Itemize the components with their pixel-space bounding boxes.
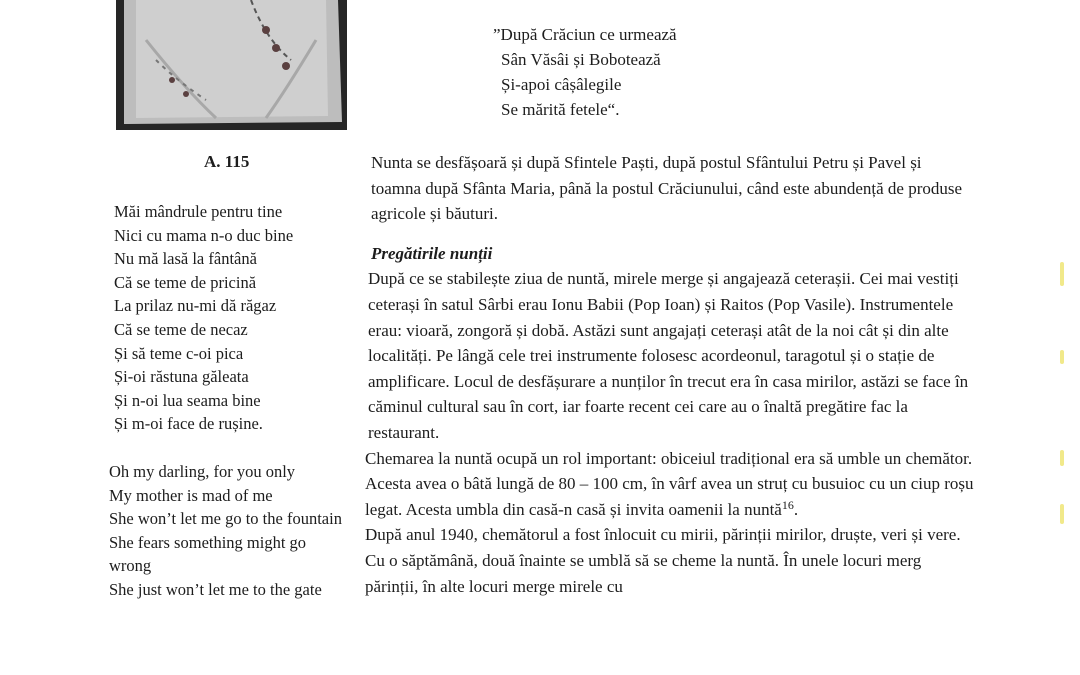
intro-paragraph: Nunta se desfășoară și după Sfintele Paști, după postul Sfântului Petru și Pavel și toamna după Sfânta Maria, până la postul Crăciunului, când este abundență de produse agricole și băuturi. [371,153,963,224]
poem-line: Nici cu mama n-o duc bine [114,225,294,245]
poem-line: Nu mă lasă la fântână [114,249,257,269]
poem-line: Și m-oi face de rușine. [114,414,263,434]
poem-line: My mother is mad of me [109,485,273,505]
poem-line: Oh my darling, for you only [109,462,296,481]
embroidered-garment-photo [116,0,347,130]
poem-line: Și să teme c-oi pica [114,343,244,363]
highlight-mark [1060,450,1064,466]
poem-romanian [114,200,354,436]
highlight-mark [1060,504,1064,524]
poem-line: La prilaz nu-mi dă răgaz [114,296,277,316]
paragraph: După anul 1940, chemătorul a fost înlocuit cu mirii, părinții mirilor, druște, veri și vere. Cu o săptămână, două înainte se umblă să se cheme la nuntă. În unele locuri merg părinții, în alte locuri merge mirele cu [365,525,961,596]
poem-line: Că se teme de pricină [114,272,257,292]
paragraph-end: . [793,499,799,519]
quote-line: Se mărită fetele“. [501,100,620,119]
section-heading: Pregătirile nunții [371,243,493,263]
paragraph [365,446,975,523]
quote-line: ”După Crăciun ce urmează [493,25,677,44]
wedding-verse-quote [493,22,677,122]
figure-caption: A. 115 [204,152,250,171]
highlight-mark [1060,262,1064,286]
poem-line: Și n-oi lua seama bine [114,390,261,410]
poem-line: She won’t let me go to the fountain [109,509,342,529]
paragraph-text: Chemarea la nuntă ocupă un rol important: obiceiul tradițional era să umble un chemător. Acesta avea o bâtă lungă de 80 – 100 cm, în vârf avea un struț cu busuioc cu un ciup roșu legat. Acesta umbla din casă-n casă și invita oamenii la nuntă [365,448,974,519]
quote-line: Și-apoi câșâlegile [501,75,622,94]
main-text [365,150,975,599]
highlight-mark [1060,350,1064,364]
poem-english [109,460,349,602]
poem-line: Măi mândrule pentru tine [114,202,283,221]
footnote-ref: 16 [781,497,794,512]
quote-line: Sân Văsâi și Bobotează [501,50,661,69]
paragraph: După ce se stabilește ziua de nuntă, mirele merge și angajează ceterașii. Cei mai vestiți ceterași în satul Sârbi erau Ionu Babii (Pop Ioan) și Raitos (Pop Vasile). Instrumentele erau: vioară, zongoră și dobă. Astăzi sunt angajați ceterași atât de la noi cât și din alte localități. Pe lângă cele trei instrumente folosesc acordeonul, taragotul și o stație de amplificare. Locul de desfășurare a nunților în trecut era în casa mirilor, astăzi se face în căminul cultural sau în cort, iar foarte recent cei care au o înaltă pregătire fac la restaurant. [368,269,969,442]
poem-line: Că se teme de necaz [114,319,248,339]
poem-line: She fears something might go wrong [109,532,307,576]
poem-line: She just won’t let me to the gate [109,579,322,599]
poem-line: Și-oi răstuna găleata [114,367,249,387]
